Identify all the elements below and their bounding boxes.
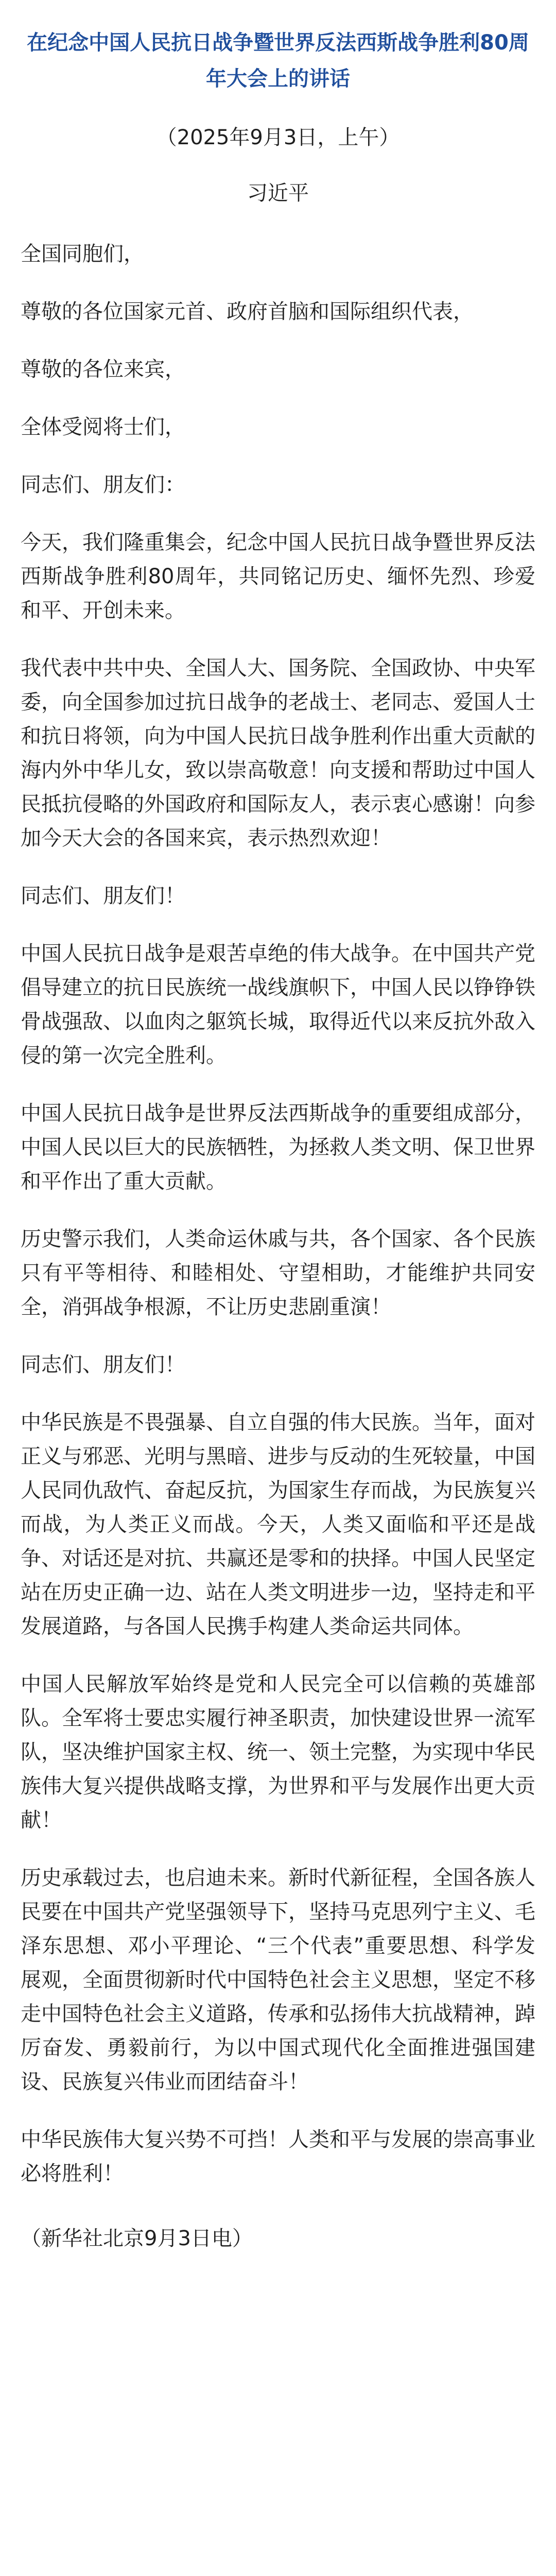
- paragraph-salutation-compatriots: 全国同胞们，: [21, 242, 144, 266]
- paragraph-history-warning: 历史警示我们，人类命运休戚与共，各个国家、各个民族只有平等相待、和睦相处、守望相助，才能维护共同安全，消弭战争根源，不让历史悲剧重演！: [21, 1227, 535, 1319]
- paragraph-great-nation: 中华民族是不畏强暴、自立自强的伟大民族。当年，面对正义与邪恶、光明与黑暗、进步与反动的生死较量，中国人民同仇敌忾、奋起反抗，为国家生存而战，为民族复兴而战，为人类正义而战。今天，人类又面临和平还是战争、对话还是对抗、共赢还是零和的抉择。中国人民坚定站在历史正确一边、站在人类文明进步一边，坚持走和平发展道路，与各国人民携手构建人类命运共同体。: [21, 1411, 535, 1638]
- paragraph-comrades-2: 同志们、朋友们！: [21, 884, 185, 908]
- paragraph-world-contribution: 中国人民抗日战争是世界反法西斯战争的重要组成部分，中国人民以巨大的民族牺牲，为拯救人类文明、保卫世界和平作出了重大贡献。: [21, 1101, 535, 1193]
- paragraph-salutation-leaders: 尊敬的各位国家元首、政府首脑和国际组织代表，: [21, 300, 474, 324]
- paragraph-comrades-3: 同志们、朋友们！: [21, 1353, 185, 1377]
- paragraph-closing: 中华民族伟大复兴势不可挡！人类和平与发展的崇高事业必将胜利！: [21, 2128, 535, 2185]
- paragraph-future: 历史承载过去，也启迪未来。新时代新征程，全国各族人民要在中国共产党坚强领导下，坚持马克思列宁主义、毛泽东思想、邓小平理论、“三个代表”重要思想、科学发展观，全面贯彻新时代中国特色社会主义思想，坚定不移走中国特色社会主义道路，传承和弘扬伟大抗战精神，踔厉奋发、勇毅前行，为以中国式现代化全面推进强国建设、民族复兴伟业而团结奋斗！: [21, 1866, 535, 2094]
- paragraph-salutation-troops: 全体受阅将士们，: [21, 415, 185, 439]
- paragraph-respects: 我代表中共中央、全国人大、国务院、全国政协、中央军委，向全国参加过抗日战争的老战士、老同志、爱国人士和抗日将领，向为中国人民抗日战争胜利作出重大贡献的海内外中华儿女，致以崇高敬意！向支援和帮助过中国人民抵抗侵略的外国政府和国际友人，表示衷心感谢！向参加今天大会的各国来宾，表示热烈欢迎！: [21, 656, 535, 850]
- article-date: （2025年9月3日，上午）: [156, 126, 400, 149]
- article-title: 在纪念中国人民抗日战争暨世界反法西斯战争胜利80周年大会上的讲话: [27, 31, 529, 91]
- paragraph-salutation-guests: 尊敬的各位来宾，: [21, 358, 185, 381]
- article-source: （新华社北京9月3日电）: [21, 2227, 253, 2250]
- paragraph-salutation-comrades: 同志们、朋友们：: [21, 473, 185, 497]
- paragraph-great-war: 中国人民抗日战争是艰苦卓绝的伟大战争。在中国共产党倡导建立的抗日民族统一战线旗帜下，中国人民以铮铮铁骨战强敌、以血肉之躯筑长城，取得近代以来反抗外敌入侵的第一次完全胜利。: [21, 942, 535, 1067]
- article-author: 习近平: [247, 181, 309, 205]
- paragraph-pla: 中国人民解放军始终是党和人民完全可以信赖的英雄部队。全军将士要忠实履行神圣职责，加快建设世界一流军队，坚决维护国家主权、统一、领土完整，为实现中华民族伟大复兴提供战略支撑，为世界和平与发展作出更大贡献！: [21, 1672, 535, 1832]
- paragraph-opening: 今天，我们隆重集会，纪念中国人民抗日战争暨世界反法西斯战争胜利80周年，共同铭记历史、缅怀先烈、珍爱和平、开创未来。: [21, 531, 535, 622]
